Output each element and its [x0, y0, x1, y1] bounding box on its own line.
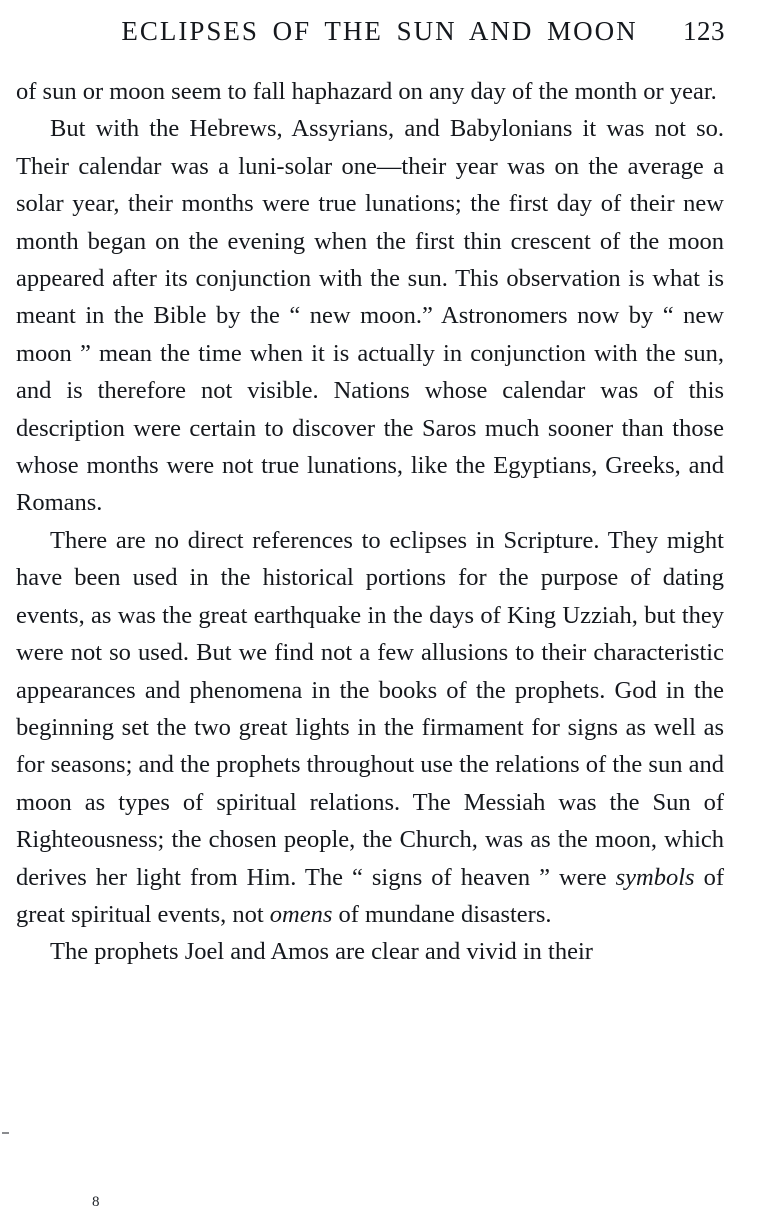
- paragraph-2: But with the Hebrews, Assyrians, and Babylonians it was not so. Their calendar was a luni-solar one—their year was on the average a solar year, their months were true lunations; the first day of their new month began on the evening when the first thin crescent of the moon appeared after its conjunction with the sun. This observation is what is meant in the Bible by the “ new moon.” Astronomers now by “ new moon ” mean the time when it is actually in conjunction with the sun, and is therefore not visible. Nations whose calendar was of this description were certain to discover the Saros much sooner than those whose months were not true lunations, like the Egyptians, Greeks, and Romans.: [16, 115, 724, 517]
- paragraph-3-segment-1: There are no direct references to eclipses in Scripture. They might have been used in the historical portions for the purpose of dating events, as was the great earthquake in the days of King Uzziah, but they were not so used. But we find not a few allusions to their characteristic appearances and phenomena in the books of the prophets. God in the beginning set the two great lights in the firmament for signs as well as for seasons; and the prophets throughout use the relations of the sun and moon as types of spiritual relations. The Messiah was the Sun of Righteousness; the chosen people, the Church, was as the moon, which derives her light from Him. The “ signs of heaven ” were: [16, 526, 724, 891]
- page-number: 123: [683, 16, 725, 46]
- body-text: [0, 73, 757, 971]
- paragraph-3: [16, 522, 724, 933]
- page-title: ECLIPSES OF THE SUN AND MOON: [121, 16, 638, 46]
- paragraph-1: of sun or moon seem to fall haphazard on any day of the month or year.: [16, 78, 717, 105]
- paragraph-3-segment-3: of mundane disasters.: [332, 900, 552, 928]
- running-head: [0, 0, 757, 47]
- page-edge-mark: [2, 1132, 9, 1134]
- signature-mark: 8: [92, 1194, 100, 1210]
- paragraph-3-emphasis-symbols: symbols: [615, 863, 695, 891]
- paragraph-3-segment-2: of great spiritual events, not: [16, 863, 724, 928]
- paragraph-4: The prophets Joel and Amos are clear and vivid in their: [50, 938, 593, 966]
- paragraph-3-emphasis-omens: omens: [269, 900, 333, 928]
